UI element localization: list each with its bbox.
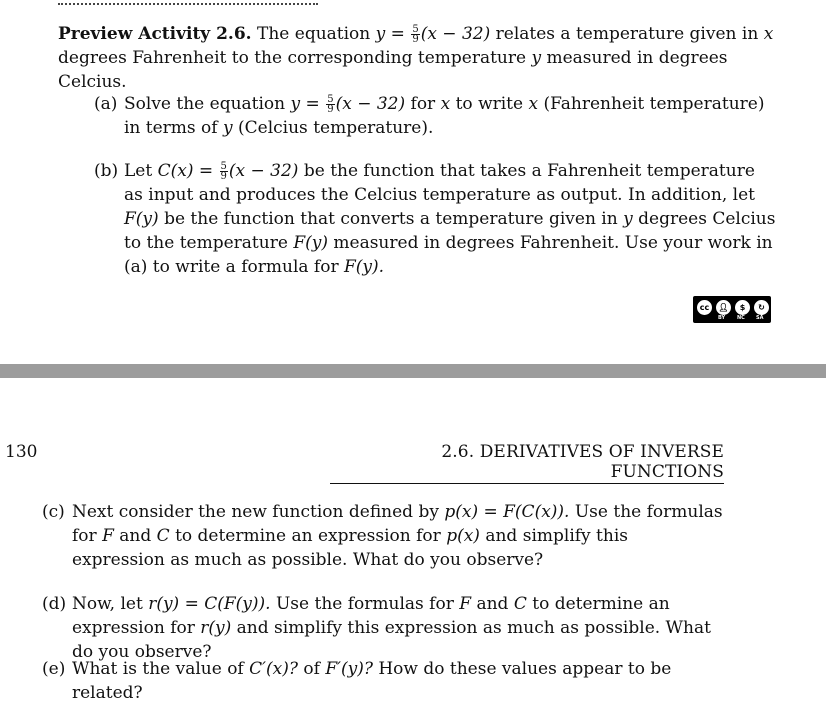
activity-title: Preview Activity 2.6. — [58, 24, 252, 44]
fraction-five-ninths: $\frac{5}{9}$ — [220, 161, 227, 182]
share-alike-icon: ↻ — [753, 299, 770, 316]
page-number: 130 — [5, 442, 38, 462]
part-d — [42, 592, 726, 664]
cut-off-previous-line — [58, 0, 318, 5]
part-a-label: (a) — [94, 94, 118, 114]
part-d-label: (d) — [42, 594, 67, 614]
part-c-label: (c) — [42, 502, 65, 522]
part-d-text: Now, let r(y) = C(F(y)). Use the formulas for F and C to determine an expression for r(y) and simplify this expression as much as possible. What do you observe? — [72, 594, 711, 662]
part-b-label: (b) — [94, 161, 119, 181]
part-e-label: (e) — [42, 659, 66, 679]
sa-caption: SA — [756, 315, 764, 321]
preview-activity-intro: Preview Activity 2.6. The equation y = $\frac{5}{9}$ (x − 32) relates a temperature given in x degrees Fahrenheit to the corresponding temperature y measured in degrees Celcius. — [58, 24, 774, 92]
part-a-text: Solve the equation y = $\frac{5}{9}$ (x − 32) for x to write x (Fahrenheit temperature) in terms of y (Celcius temperature). — [124, 94, 765, 138]
part-e-text: What is the value of C′(x)? of F′(y)? How do these values appear to be related? — [72, 659, 672, 703]
creative-commons-license-badge[interactable] — [693, 296, 771, 323]
part-e — [42, 657, 726, 705]
fraction-five-ninths: $\frac{5}{9}$ — [412, 24, 419, 45]
part-b-text: Let C(x) = $\frac{5}{9}$ (x − 32) be the function that takes a Fahrenheit temperature as input and produces the Celcius temperature as output. In addition, let F(y) be the function that converts a temperature given in y degrees Celcius to the temperature F(y) measured in degrees Fahrenheit. Use your work in (a) to write a formula for F(y). — [124, 161, 776, 277]
attribution-person-icon: 👤︎ — [715, 299, 732, 316]
part-b — [94, 159, 776, 279]
cc-icon: cc — [696, 299, 713, 316]
part-c — [42, 500, 726, 572]
running-header: 2.6. DERIVATIVES OF INVERSE FUNCTIONS — [330, 442, 724, 484]
nc-caption: NC — [737, 315, 745, 321]
page-separator-bar — [0, 364, 826, 378]
noncommercial-icon: $ — [734, 299, 751, 316]
part-c-text: Next consider the new function defined by p(x) = F(C(x)). Use the formulas for F and C to determine an expression for p(x) and simplify this expression as much as possible. What do you observe? — [72, 502, 723, 570]
by-caption: BY — [718, 315, 726, 321]
part-a — [94, 92, 776, 140]
fraction-five-ninths: $\frac{5}{9}$ — [327, 94, 334, 115]
